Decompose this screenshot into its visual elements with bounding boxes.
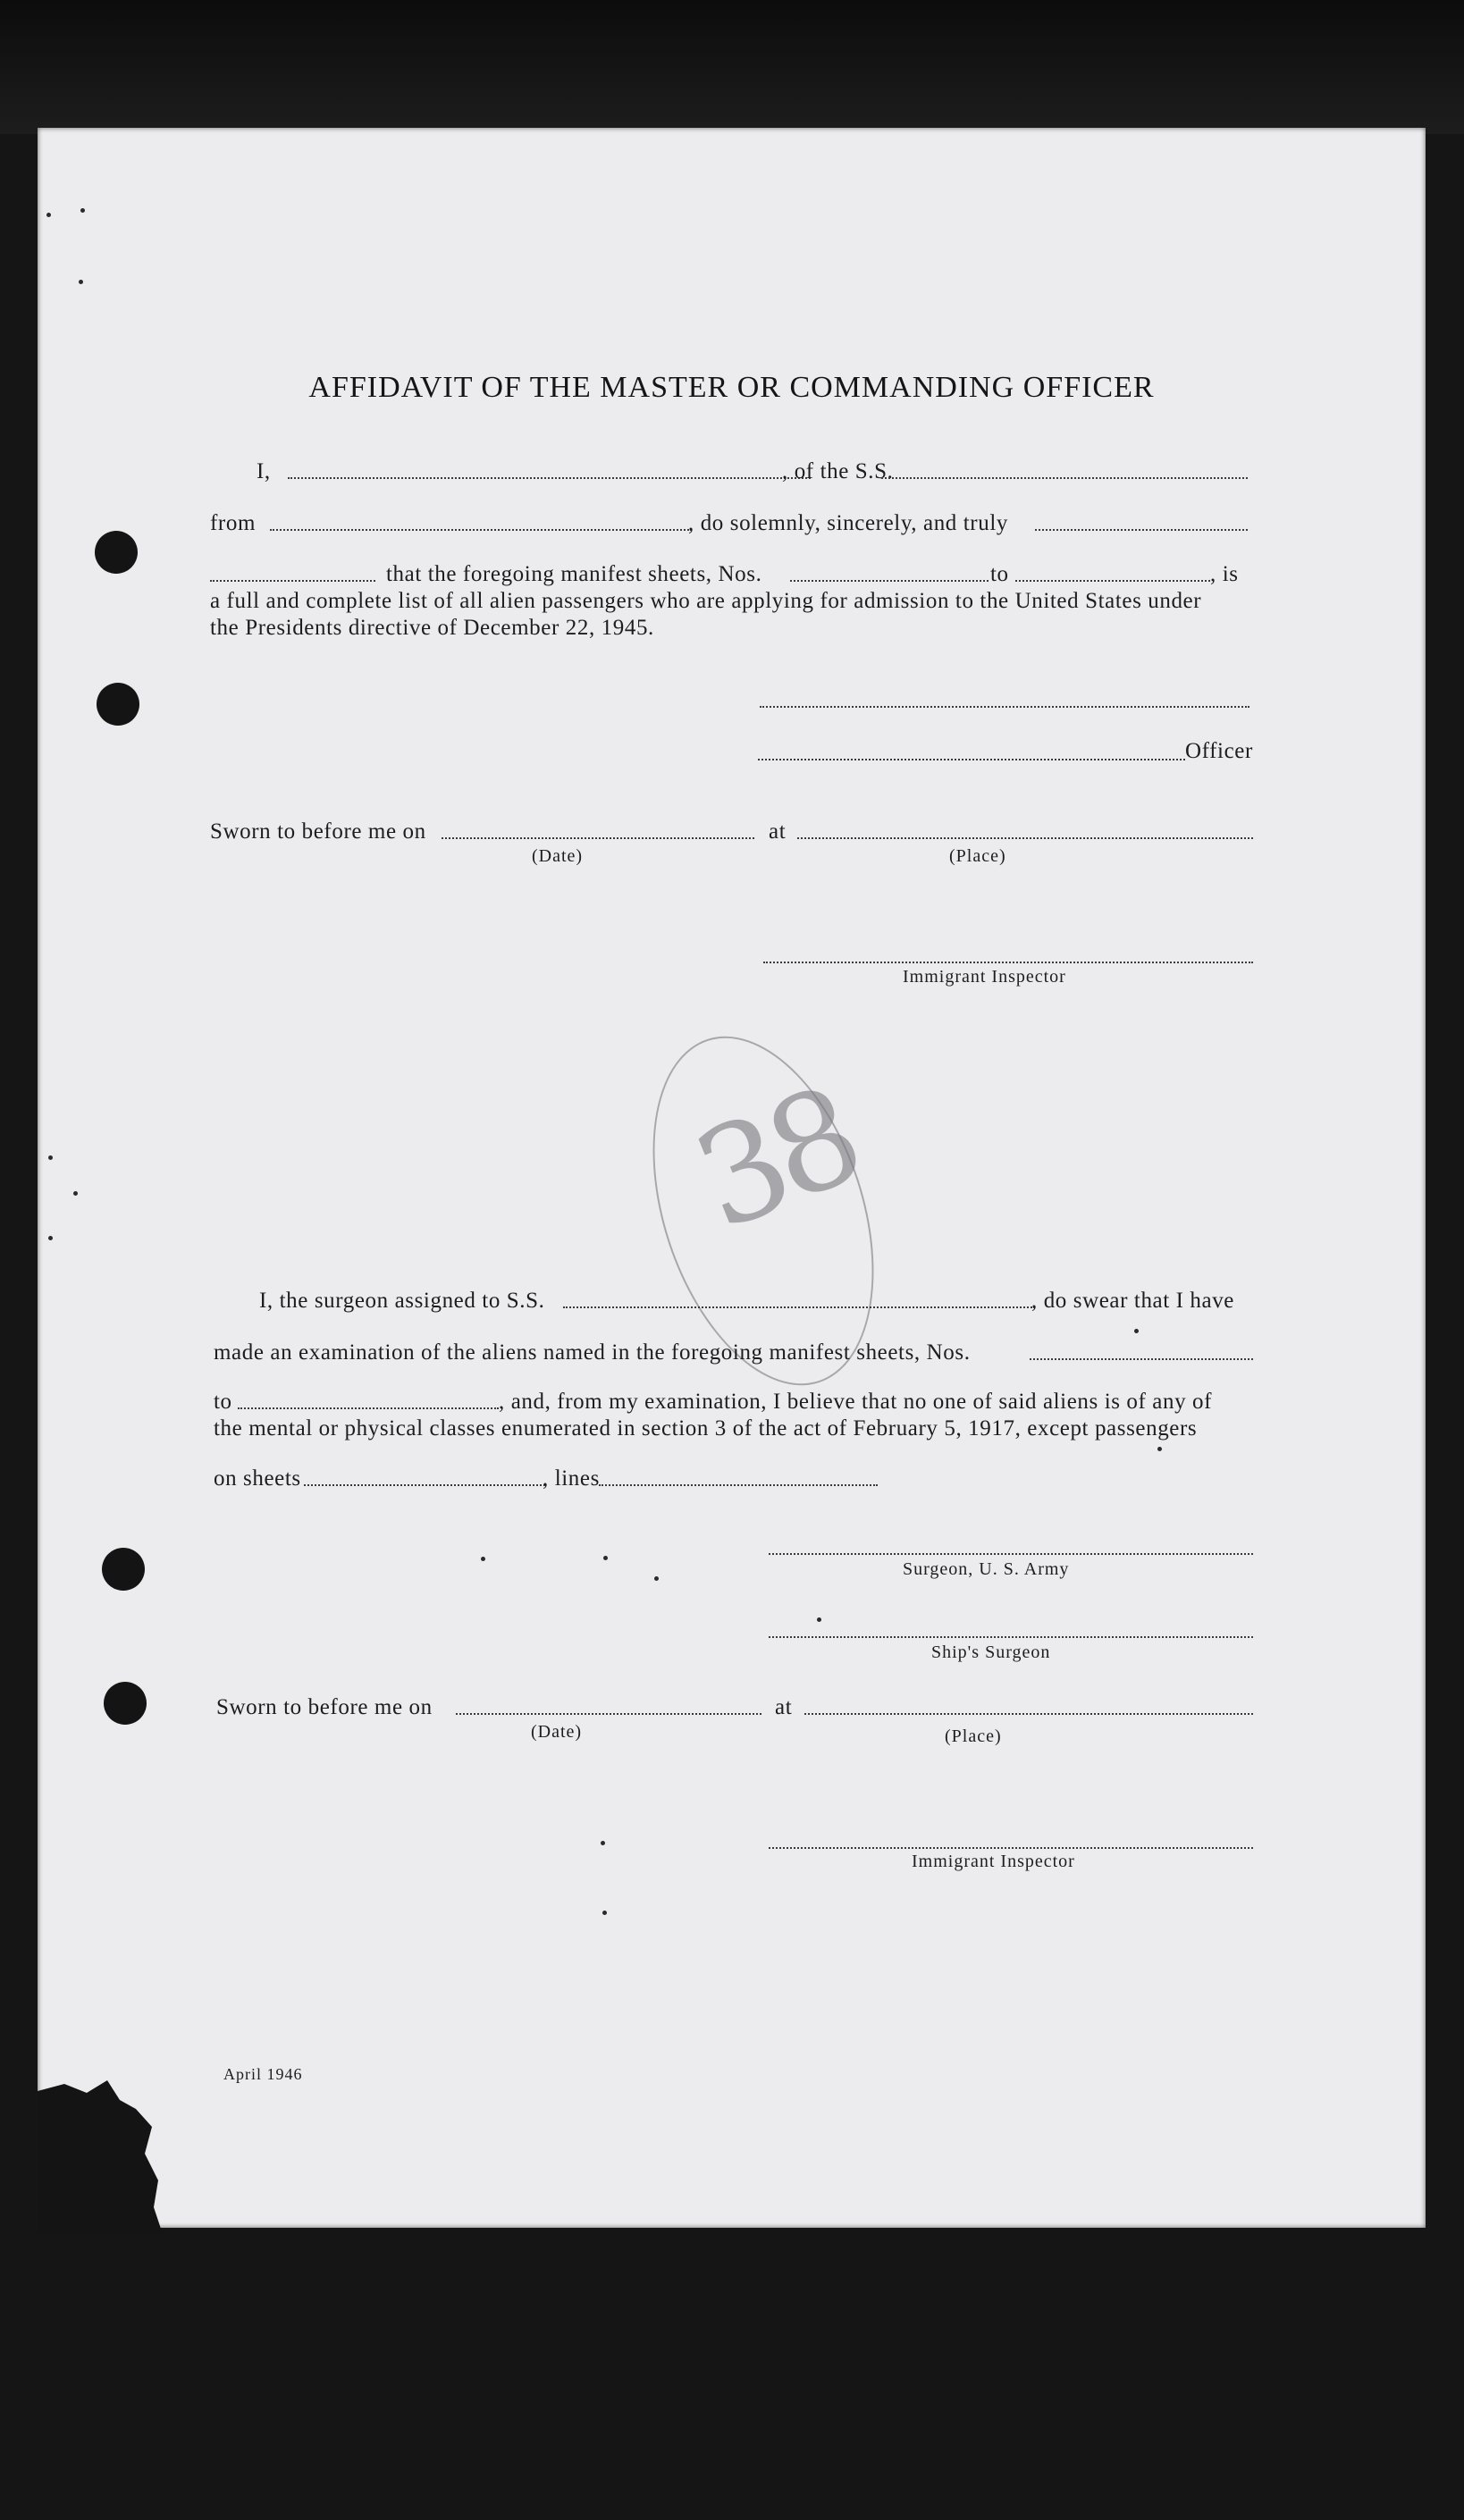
scan-speck: [603, 1556, 608, 1560]
master-to-label: to: [990, 562, 1009, 586]
binder-hole-1: [95, 531, 138, 574]
surgeon-place-caption: (Place): [945, 1726, 1002, 1746]
scan-speck: [602, 1911, 607, 1915]
master-inspector-label: Immigrant Inspector: [903, 967, 1066, 987]
torn-corner: [38, 2073, 163, 2234]
scan-speck: [1134, 1329, 1139, 1333]
master-signature-line-2: [758, 759, 1185, 760]
master-swear-label: , do solemnly, sincerely, and truly: [688, 511, 1008, 535]
scan-speck: [80, 208, 85, 213]
surgeon-at-label: at: [775, 1695, 793, 1719]
surgeon-classes-line: the mental or physical classes enumerated in section 3 of the act of February 5, 1917, except passengers: [214, 1416, 1198, 1441]
document-title: AFFIDAVIT OF THE MASTER OR COMMANDING OFFICER: [308, 371, 1155, 404]
surgeon-i-label: I, the surgeon assigned to S.S.: [259, 1289, 545, 1313]
army-surgeon-label: Surgeon, U. S. Army: [903, 1559, 1070, 1579]
officer-label: Officer: [1185, 739, 1253, 763]
surgeon-nos-from-field: [1030, 1358, 1253, 1360]
master-nos-from-field: [790, 580, 989, 582]
surgeon-swear-label: , do swear that I have: [1031, 1289, 1235, 1313]
surgeon-inspector-label: Immigrant Inspector: [912, 1852, 1075, 1871]
surgeon-sworn-date-field: [456, 1713, 761, 1715]
scan-background: [0, 0, 1464, 134]
master-i-label: I,: [257, 459, 271, 483]
binder-hole-4: [104, 1682, 147, 1725]
scan-speck: [817, 1617, 821, 1622]
master-from-label: from: [210, 511, 256, 535]
scan-speck: [46, 213, 51, 217]
surgeon-on-sheets-label: on sheets: [214, 1466, 301, 1491]
surgeon-lines-label: , lines: [543, 1466, 600, 1491]
scan-speck: [1157, 1447, 1162, 1451]
ships-surgeon-label: Ship's Surgeon: [931, 1642, 1051, 1662]
master-swear-word-field: [210, 580, 375, 582]
master-swear-field: [1035, 529, 1248, 531]
master-name-field: [288, 477, 811, 479]
master-date-caption: (Date): [532, 846, 584, 866]
ships-surgeon-signature-line: [769, 1636, 1253, 1638]
surgeon-ship-field: [563, 1306, 1035, 1308]
master-place-caption: (Place): [949, 846, 1006, 866]
scan-speck: [73, 1191, 78, 1196]
master-directive-line: the Presidents directive of December 22, 1945.: [210, 616, 654, 640]
master-sworn-label: Sworn to before me on: [210, 819, 426, 844]
handwritten-stamp-number: 38: [675, 1059, 876, 1261]
master-ship-field: [881, 477, 1248, 479]
master-at-label: at: [769, 819, 787, 844]
scan-speck: [48, 1236, 53, 1240]
surgeon-sheets-field: [304, 1484, 545, 1486]
master-sworn-date-field: [442, 837, 754, 839]
surgeon-lines-field: [599, 1484, 878, 1486]
master-is-label: , is: [1210, 562, 1239, 586]
scan-speck: [654, 1576, 659, 1581]
surgeon-nos-to-field: [238, 1407, 499, 1409]
master-from-field: [270, 529, 692, 531]
footer-date: April 1946: [223, 2065, 303, 2083]
scan-speck: [481, 1557, 485, 1561]
master-nos-to-field: [1015, 580, 1210, 582]
surgeon-sworn-label: Sworn to before me on: [216, 1695, 433, 1719]
army-surgeon-signature-line: [769, 1553, 1253, 1555]
surgeon-date-caption: (Date): [531, 1722, 583, 1742]
binder-hole-2: [97, 683, 139, 726]
binder-hole-3: [102, 1548, 145, 1591]
surgeon-sworn-place-field: [804, 1713, 1253, 1715]
master-of-ss-label: , of the S.S.: [782, 459, 894, 483]
affidavit-page: [38, 128, 1426, 2228]
master-signature-line-1: [760, 706, 1249, 708]
master-sworn-place-field: [797, 837, 1253, 839]
surgeon-examination-line: made an examination of the aliens named in the foregoing manifest sheets, Nos.: [214, 1340, 971, 1365]
master-that-label: that the foregoing manifest sheets, Nos.: [386, 562, 762, 586]
scan-speck: [601, 1841, 605, 1845]
scan-speck: [79, 280, 83, 284]
scan-speck: [48, 1155, 53, 1160]
master-statement-line: a full and complete list of all alien passengers who are applying for admission to the United States under: [210, 589, 1202, 613]
surgeon-belief-line: , and, from my examination, I believe that no one of said aliens is of any of: [499, 1390, 1213, 1414]
surgeon-to-label: to: [214, 1390, 232, 1414]
